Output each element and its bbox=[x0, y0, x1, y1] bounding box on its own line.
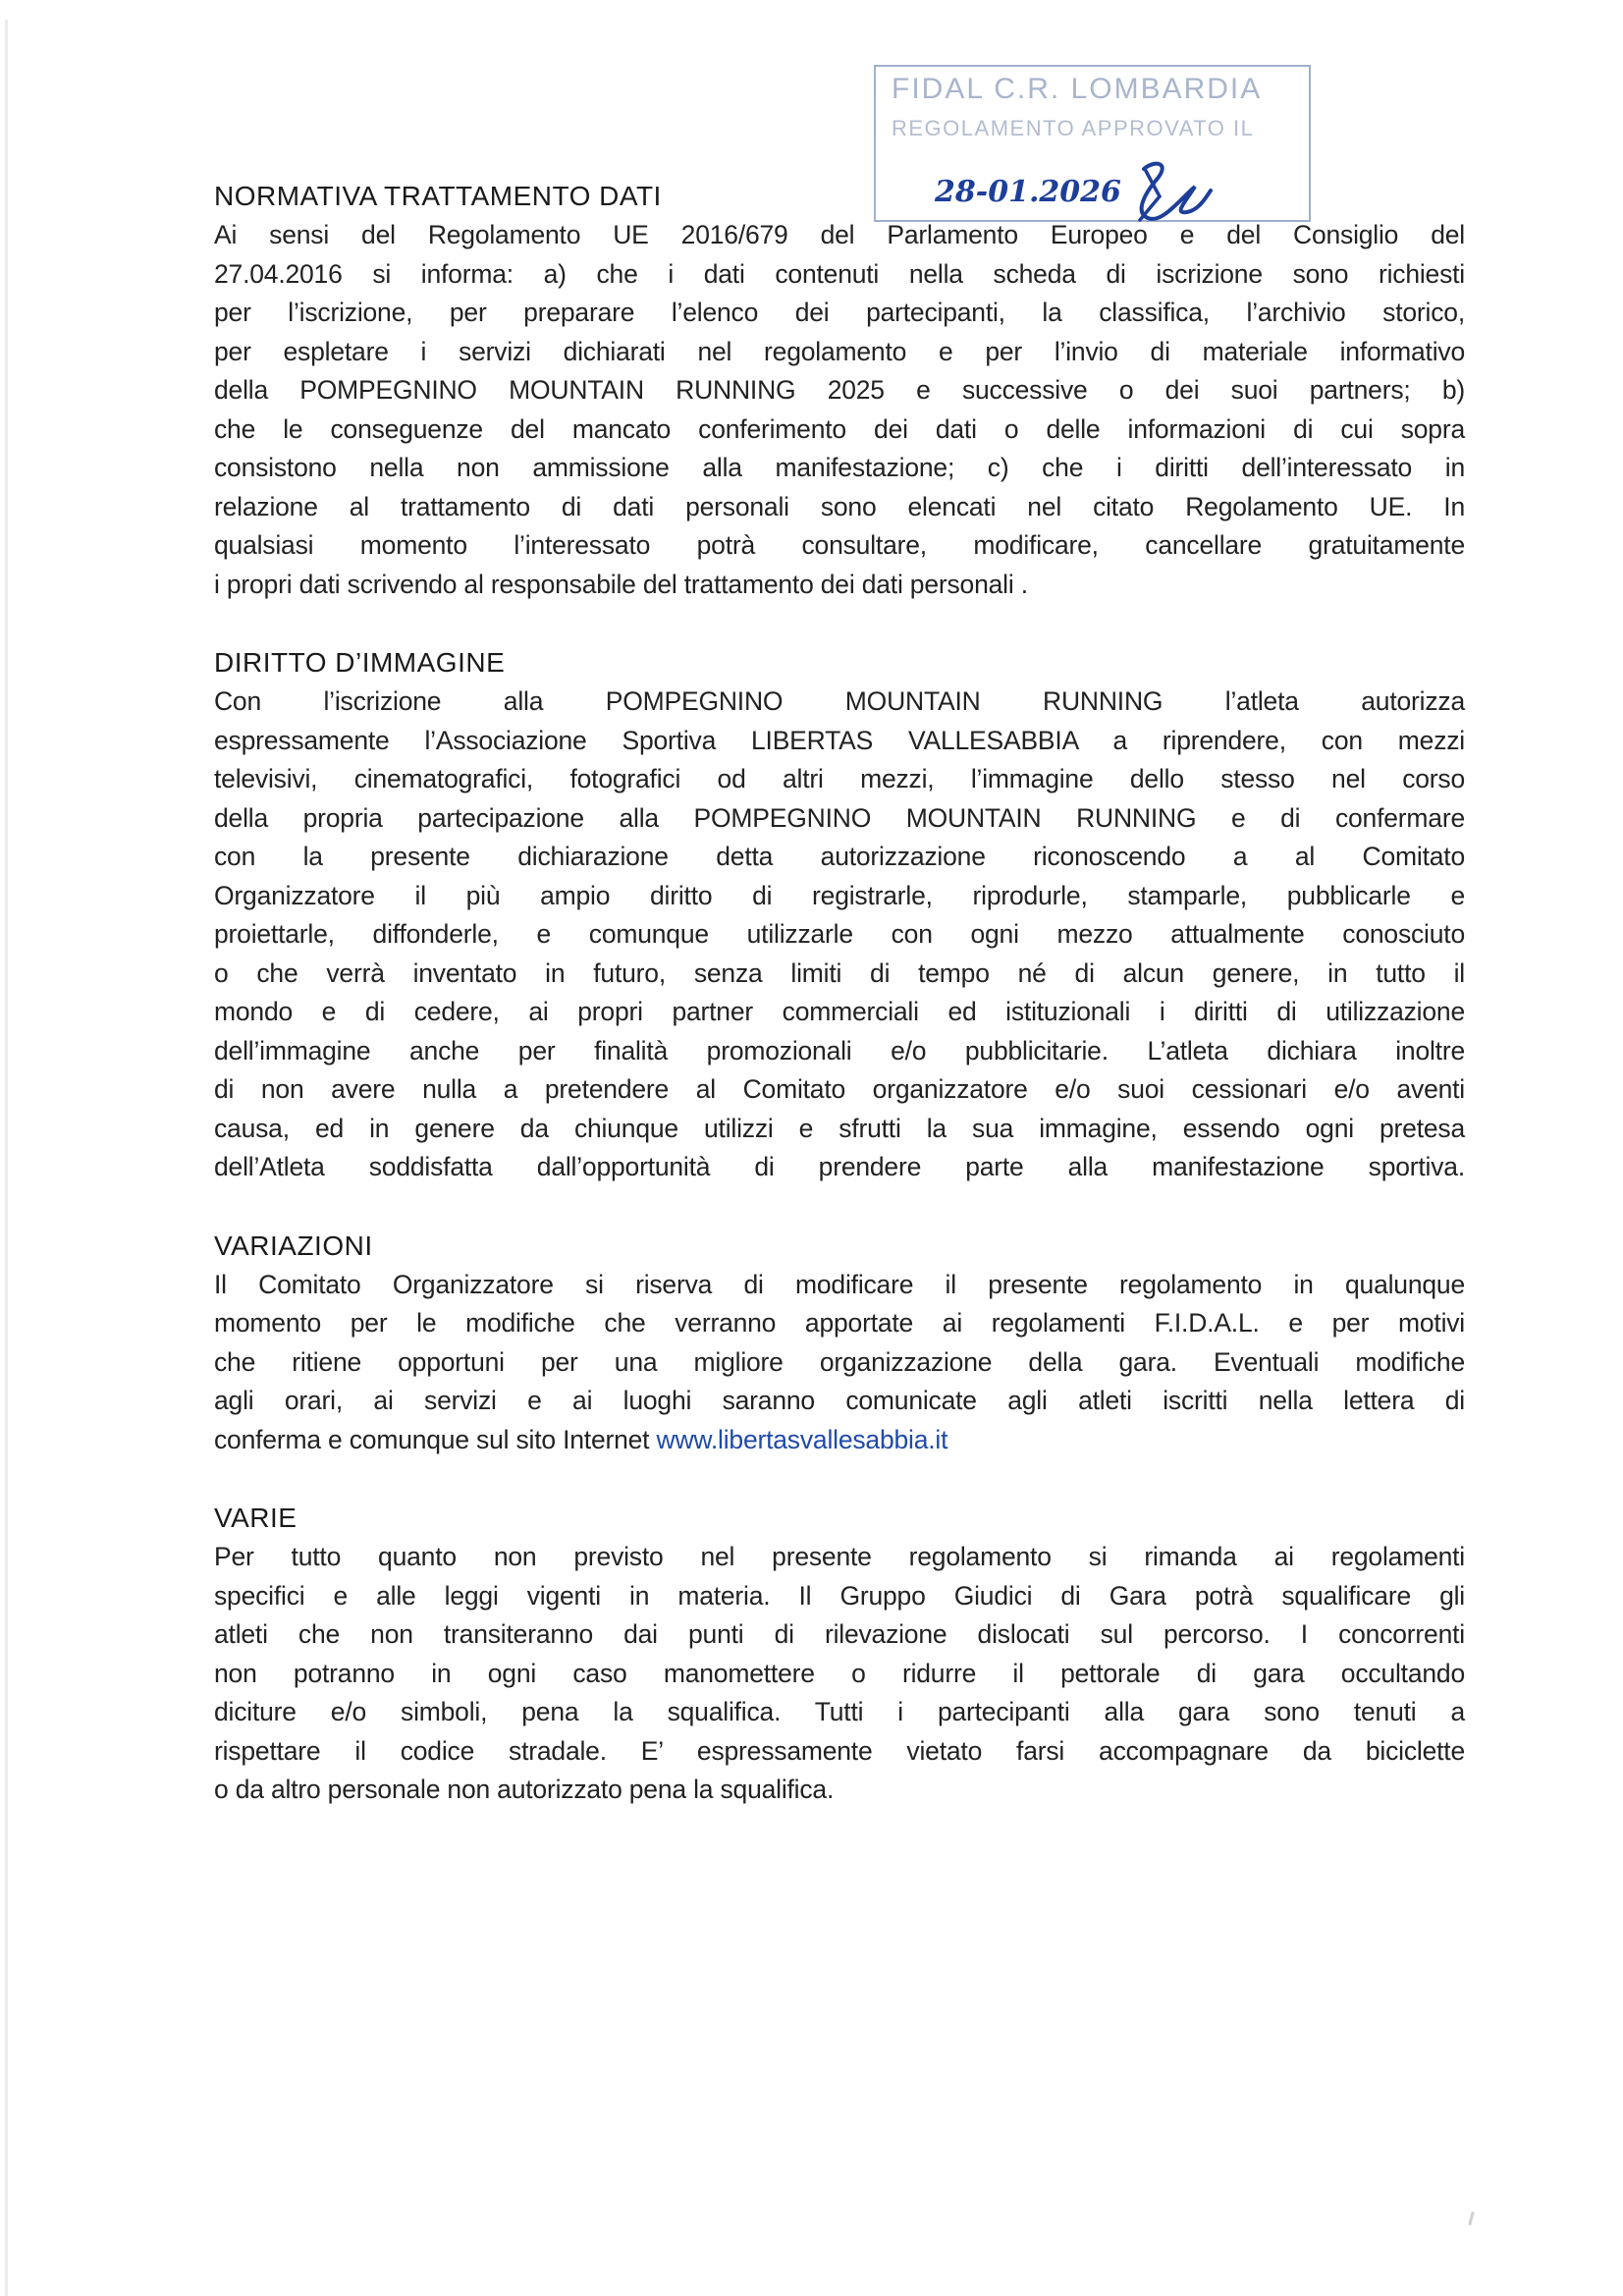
text-line: della propria partecipazione alla POMPEGNINO MOUNTAIN RUNNING e di confermare bbox=[214, 802, 1465, 833]
text-line: che ritiene opportuni per una migliore organizzazione della gara. Eventuali modifiche bbox=[214, 1346, 1465, 1377]
text-line: specifici e alle leggi vigenti in materia. Il Gruppo Giudici di Gara potrà squalificare gli bbox=[214, 1580, 1465, 1611]
text-line: di non avere nulla a pretendere al Comitato organizzatore e/o suoi cessionari e/o aventi bbox=[214, 1074, 1465, 1104]
text-line: causa, ed in genere da chiunque utilizzi e sfrutti la sua immagine, essendo ogni pretesa bbox=[214, 1113, 1465, 1143]
text-line: della POMPEGNINO MOUNTAIN RUNNING 2025 e successive o dei suoi partners; b) bbox=[214, 375, 1465, 405]
spacer bbox=[214, 1187, 1465, 1227]
text-line: dell’Atleta soddisfatta dall’opportunità di prendere parte alla manifestazione sportiva. bbox=[214, 1152, 1465, 1181]
section-heading: VARIAZIONI bbox=[214, 1230, 373, 1261]
section-normativa bbox=[214, 177, 1465, 604]
text-line: Con l’iscrizione alla POMPEGNINO MOUNTAIN RUNNING l’atleta autorizza bbox=[214, 686, 1465, 716]
text-line: televisivi, cinematografici, fotografici od altri mezzi, l’immagine dello stesso nel corso bbox=[214, 764, 1465, 793]
stamp-title: FIDAL C.R. LOMBARDIA bbox=[892, 73, 1263, 105]
text-line: consistono nella non ammissione alla manifestazione; c) che i diritti dell’interessato in bbox=[214, 453, 1465, 482]
section-paragraph bbox=[214, 1266, 1465, 1460]
section-diritto-immagine bbox=[214, 643, 1465, 1187]
stamp-date: 28-01.2026 bbox=[935, 175, 1121, 209]
text-line: atleti che non transiteranno dai punti di rilevazione dislocati sul percorso. I concorrenti bbox=[214, 1619, 1465, 1649]
scan-mark bbox=[1468, 2212, 1475, 2225]
text-line: mondo e di cedere, ai propri partner commerciali ed istituzionali i diritti di utilizzazione bbox=[214, 997, 1465, 1026]
section-heading: NORMATIVA TRATTAMENTO DATI bbox=[214, 181, 662, 211]
text-line: Organizzatore il più ampio diritto di registrarle, riprodurle, stamparle, pubblicarle e bbox=[214, 880, 1465, 910]
section-variazioni bbox=[214, 1227, 1465, 1460]
text-line: che le conseguenze del mancato conferimento dei dati o delle informazioni di cui sopra bbox=[214, 413, 1465, 444]
document-body bbox=[214, 177, 1465, 1810]
section-heading: DIRITTO D’IMMAGINE bbox=[214, 647, 506, 678]
text-line: o da altro personale non autorizzato pena la squalifica. bbox=[214, 1775, 835, 1804]
text-line: qualsiasi momento l’interessato potrà consultare, modificare, cancellare gratuitamente bbox=[214, 530, 1465, 560]
text-fragment: conferma e comunque sul sito Internet bbox=[214, 1424, 657, 1454]
section-varie bbox=[214, 1499, 1465, 1810]
section-paragraph bbox=[214, 216, 1465, 604]
text-line: relazione al trattamento di dati personali sono elencati nel citato Regolamento UE. In bbox=[214, 491, 1465, 521]
text-line: Per tutto quanto non previsto nel presente regolamento si rimanda ai regolamenti bbox=[214, 1542, 1465, 1571]
scan-edge bbox=[5, 20, 8, 2296]
text-line: Il Comitato Organizzatore si riserva di modificare il presente regolamento in qualunque bbox=[214, 1269, 1465, 1299]
text-line: momento per le modifiche che verranno apportate ai regolamenti F.I.D.A.L. e per motivi bbox=[214, 1308, 1465, 1338]
stamp-subtitle: REGOLAMENTO APPROVATO IL bbox=[892, 116, 1255, 140]
text-line: 27.04.2016 si informa: a) che i dati contenuti nella scheda di iscrizione sono richiesti bbox=[214, 258, 1465, 289]
text-line: per espletare i servizi dichiarati nel regolamento e per l’invio di materiale informativo bbox=[214, 336, 1465, 366]
website-link[interactable]: www.libertasvallesabbia.it bbox=[656, 1424, 948, 1454]
text-line: espressamente l’Associazione Sportiva LIBERTAS VALLESABBIA a riprendere, con mezzi bbox=[214, 725, 1465, 755]
text-line: Ai sensi del Regolamento UE 2016/679 del Parlamento Europeo e del Consiglio del bbox=[214, 220, 1465, 249]
text-line bbox=[214, 1421, 1465, 1460]
text-line: non potranno in ogni caso manomettere o ridurre il pettorale di gara occultando bbox=[214, 1658, 1465, 1688]
section-heading: VARIE bbox=[214, 1503, 298, 1533]
text-line: con la presente dichiarazione detta autorizzazione riconoscendo a al Comitato bbox=[214, 842, 1465, 871]
text-line: rispettare il codice stradale. E’ espressamente vietato farsi accompagnare da biciclette bbox=[214, 1735, 1465, 1766]
text-line: agli orari, ai servizi e ai luoghi saranno comunicate agli atleti iscritti nella lettera di bbox=[214, 1386, 1465, 1415]
text-line: i propri dati scrivendo al responsabile del trattamento dei dati personali . bbox=[214, 569, 1028, 599]
section-paragraph bbox=[214, 1538, 1465, 1810]
text-line: per l’iscrizione, per preparare l’elenco dei partecipanti, la classifica, l’archivio storico, bbox=[214, 298, 1465, 327]
text-line: o che verrà inventato in futuro, senza limiti di tempo né di alcun genere, in tutto il bbox=[214, 957, 1465, 988]
section-paragraph bbox=[214, 683, 1465, 1187]
text-line: diciture e/o simboli, pena la squalifica. Tutti i partecipanti alla gara sono tenuti a bbox=[214, 1697, 1465, 1726]
spacer bbox=[214, 604, 1465, 643]
spacer bbox=[214, 1459, 1465, 1499]
text-line: dell’immagine anche per finalità promozionali e/o pubblicitarie. L’atleta dichiara inoltre bbox=[214, 1035, 1465, 1066]
text-line: proiettarle, diffonderle, e comunque utilizzarle con ogni mezzo attualmente conosciuto bbox=[214, 919, 1465, 949]
